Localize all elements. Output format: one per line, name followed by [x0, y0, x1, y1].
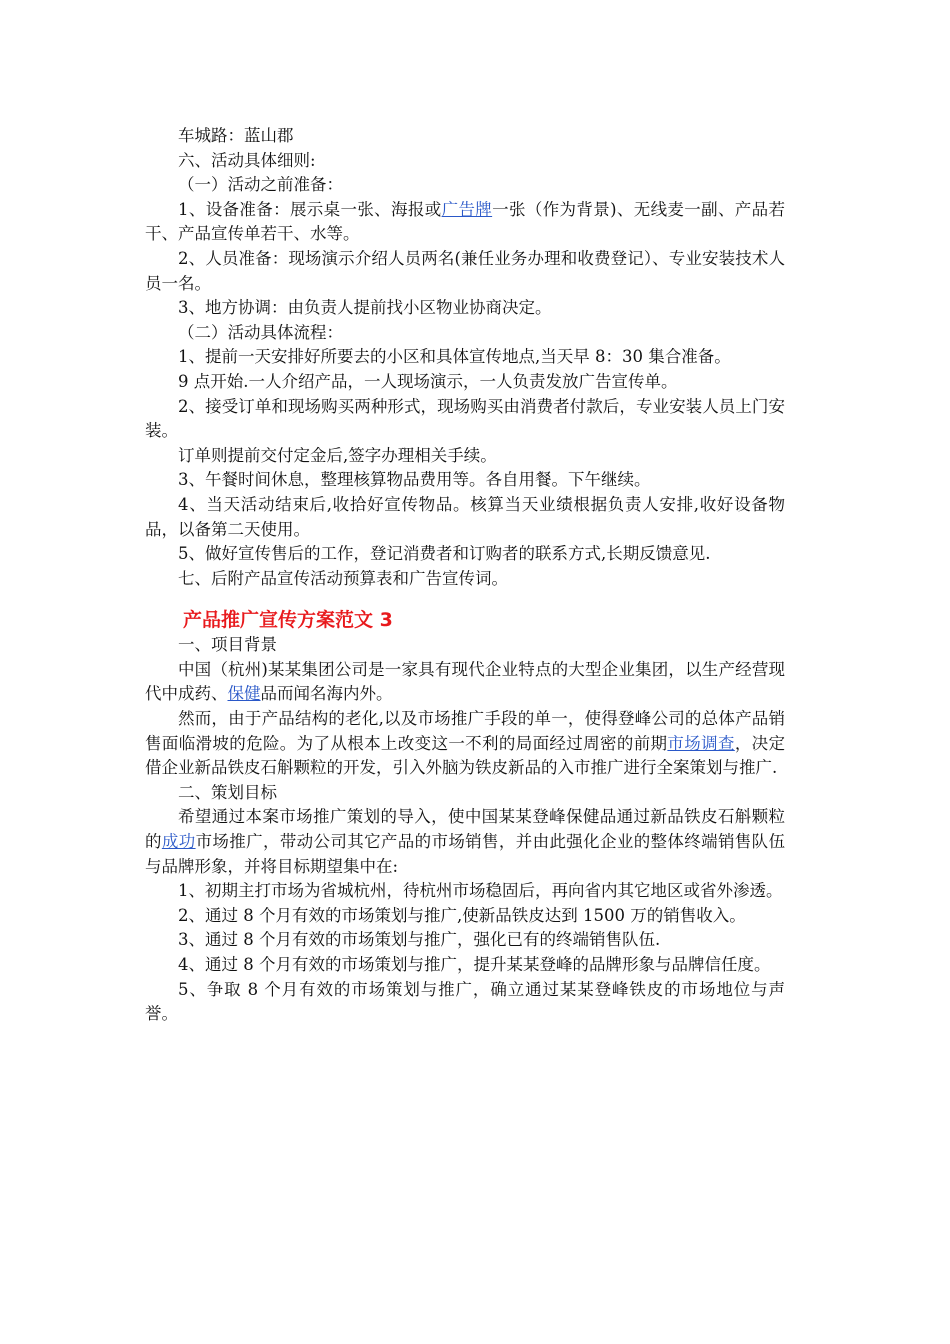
paragraph: [145, 149, 785, 174]
paragraph: [145, 879, 785, 904]
paragraph-text: 市场推广，带动公司其它产品的市场销售，并由此强化企业的整体终端销售队伍与品牌形象，并将目标期望集中在:: [145, 832, 786, 876]
section-heading: [145, 607, 785, 633]
paragraph-text: 1、提前一天安排好所要去的小区和具体宣传地点,当天早 8：30 集合准备。: [178, 347, 731, 367]
paragraph: [145, 198, 785, 247]
paragraph: [145, 542, 785, 567]
paragraph: [145, 444, 785, 469]
paragraph: [145, 633, 785, 658]
paragraph-text: 六、活动具体细则:: [178, 150, 316, 170]
paragraph-text: 1、初期主打市场为省城杭州，待杭州市场稳固后，再向省内其它地区或省外渗透。: [178, 881, 783, 901]
paragraph-text: 订单则提前交付定金后,签字办理相关手续。: [178, 445, 497, 465]
paragraph-text: 3、午餐时间休息，整理核算物品费用等。各自用餐。下午继续。: [178, 470, 651, 490]
paragraph-text: 2、通过 8 个月有效的市场策划与推广,使新品铁皮达到 1500 万的销售收入。: [178, 905, 746, 925]
paragraph: [145, 953, 785, 978]
paragraph: [145, 707, 785, 781]
paragraph-text: 车城路：蓝山郡: [178, 126, 294, 145]
inline-link[interactable]: 广告牌: [441, 199, 493, 219]
paragraph: [145, 468, 785, 493]
paragraph-text: 4、当天活动结束后,收拾好宣传物品。核算当天业绩根据负责人安排,收好设备物品，以备第二天使用。: [145, 494, 785, 539]
paragraph-text: 3、通过 8 个月有效的市场策划与推广，强化已有的终端销售队伍.: [178, 930, 661, 950]
paragraph-text: 七、后附产品宣传活动预算表和广告宣传词。: [178, 568, 508, 588]
paragraph: [145, 247, 785, 296]
inline-link[interactable]: 市场调查: [667, 733, 735, 753]
inline-link[interactable]: 成功: [161, 832, 196, 852]
paragraph: [145, 395, 785, 444]
paragraph-text: 品而闻名海内外。: [260, 684, 393, 704]
paragraph-text: （一）活动之前准备：: [178, 175, 343, 195]
paragraph: [145, 173, 785, 198]
paragraph-text: 产品推广宣传方案范文 3: [183, 609, 393, 632]
paragraph-text: 4、通过 8 个月有效的市场策划与推广，提升某某登峰的品牌形象与品牌信任度。: [178, 955, 771, 974]
paragraph: [145, 781, 785, 806]
paragraph-text: 3、地方协调：由负责人提前找小区物业协商决定。: [178, 298, 552, 318]
paragraph: [145, 978, 785, 1027]
paragraph-text: 2、接受订单和现场购买两种形式，现场购买由消费者付款后，专业安装人员上门安装。: [145, 396, 785, 441]
paragraph-text: （二）活动具体流程：: [178, 322, 343, 342]
paragraph: [145, 805, 785, 879]
paragraph: [145, 345, 785, 370]
paragraph-text: 2、人员准备：现场演示介绍人员两名(兼任业务办理和收费登记）、专业安装技术人员一名。: [145, 248, 785, 293]
paragraph-text: ，决定借企业新品铁皮石斛颗粒的开发，引入外脑为铁皮新品的入市推广进行全案策划与推广.: [145, 733, 786, 778]
paragraph: [145, 296, 785, 321]
paragraph: [145, 124, 785, 149]
paragraph-text: 一张（作为背景)、无线麦一副、产品若干、产品宣传单若干、水等。: [145, 199, 786, 244]
paragraph: [145, 567, 785, 592]
paragraph: [145, 370, 785, 395]
paragraph-text: 9 点开始.一人介绍产品，一人现场演示，一人负责发放广告宣传单。: [178, 371, 678, 391]
paragraph-text: 希望通过本案市场推广策划的导入，使中国某某登峰保健品通过新品铁皮石斛颗粒的: [145, 807, 785, 852]
document-body: [145, 124, 785, 1027]
paragraph: [145, 904, 785, 929]
paragraph-text: 中国（杭州)某某集团公司是一家具有现代企业特点的大型企业集团，以生产经营现代中成药、: [145, 659, 785, 704]
paragraph: [145, 658, 785, 707]
paragraph-text: 二、策划目标: [178, 782, 277, 802]
paragraph-text: 1、设备准备：展示桌一张、海报或: [178, 199, 442, 219]
paragraph: [145, 493, 785, 542]
paragraph: [145, 321, 785, 346]
paragraph-text: 一、项目背景: [178, 635, 277, 655]
paragraph-text: 5、争取 8 个月有效的市场策划与推广，确立通过某某登峰铁皮的市场地位与声誉。: [145, 979, 785, 1024]
paragraph: [145, 928, 785, 953]
paragraph-text: 5、做好宣传售后的工作，登记消费者和订购者的联系方式,长期反馈意见.: [178, 544, 711, 564]
paragraph-text: 然而，由于产品结构的老化,以及市场推广手段的单一，使得登峰公司的总体产品销售面临滑坡的危险。为了从根本上改变这一不利的局面经过周密的前期: [145, 709, 785, 753]
inline-link[interactable]: 保健: [227, 684, 261, 704]
